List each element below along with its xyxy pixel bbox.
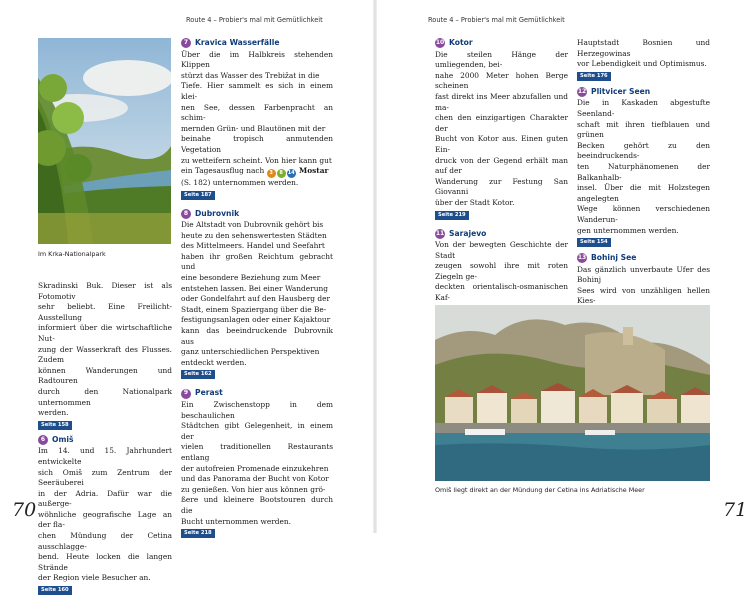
section-title: Sarajevo bbox=[449, 228, 487, 238]
running-header: Route 4 – Probier's mal mit Gemütlichkeit bbox=[428, 16, 565, 24]
photo-caption: Im Krka-Nationalpark bbox=[38, 250, 106, 258]
route-number-badge: 9 bbox=[181, 389, 191, 399]
page-reference: Seite 176 bbox=[577, 72, 611, 81]
right-page bbox=[375, 0, 750, 533]
page-reference: Seite 158 bbox=[38, 421, 72, 430]
section-kravica bbox=[181, 38, 333, 200]
section-text: Die Altstadt von Dubrovnik gehört bis heute zu den sehenswertesten Städten des Mittelmeers. Handel und Seefahrt haben ihr großen Reichtum gebracht und eine besondere Beziehung zum Meer entstehen lassen. Bei einer Wanderung oder Gondelfahrt auf den Hausberg der Stadt, einem Spaziergang über die Be- festigungsanlagen oder einer Kajaktour kann das beeindruckende Dubrovnik aus ganz unterschiedlichen Perspektiven entdeckt werden. bbox=[181, 220, 333, 367]
route-8-icon: 8 bbox=[277, 169, 286, 178]
section-text: Die steilen Hänge der umliegenden, bei- nahe 2000 Meter hohen Berge scheinen fast direkt ins Meer abzufallen und ma- chen den einzigartigen Charakter der Bucht von Kotor aus. Einen guten Ein- druck von der Gegend erhält man auf der Wanderung zur Festung San Giovanni über der Stadt Kotor. bbox=[435, 49, 568, 207]
section-title: Omiš bbox=[52, 434, 74, 444]
route-number-badge: 10 bbox=[435, 38, 445, 48]
photo-caption: Omiš liegt direkt an der Mündung der Cetina ins Adriatische Meer bbox=[435, 486, 645, 494]
page-reference: Seite 218 bbox=[181, 529, 215, 538]
section-title: Plitvicer Seen bbox=[591, 86, 651, 96]
section-plitvice bbox=[577, 87, 710, 247]
skradinski-text: Skradinski Buk. Dieser ist als Fotomotiv sehr beliebt. Eine Freilicht-Ausstellung informiert über die wirtschaftliche Nut- zung der Wasserkraft des Flusses. Zudem können Wanderungen und Radtouren durch den Nationalpark unternommen werden. bbox=[38, 281, 172, 418]
section-title: Kravica Wasserfälle bbox=[195, 38, 280, 47]
section-text: Ein Zwischenstopp in dem beschaulichen Städtchen gibt Gelegenheit, in einem der vielen traditionellen Restaurants entlang der autofreien Promenade einzukehren und das Panorama der Bucht von Kotor zu genießen. Von hier aus können grö- ßere und kleinere Bootstouren durch die Bucht unternommen werden. bbox=[181, 400, 333, 526]
route-14-icon: 14 bbox=[287, 170, 295, 177]
sarajevo-continued-text: Hauptstadt Bosnien und Herzegowinas vor Lebendigkeit und Optimismus. bbox=[577, 38, 710, 69]
route-number-badge: 12 bbox=[577, 87, 587, 97]
section-title: Bohinj See bbox=[591, 253, 637, 263]
route-number-badge: 13 bbox=[577, 253, 587, 263]
page-reference: Seite 160 bbox=[38, 586, 72, 595]
left-page bbox=[0, 0, 375, 594]
route-number-badge: 6 bbox=[38, 435, 48, 445]
section-text: Über die im Halbkreis stehenden Klippen stürzt das Wasser des Trebižat in die Tiefe. Hier sammelt es sich in einem klei- nen See, dessen Farbenpracht an schim- mernden Grün- und Blautönen mit der beinahe tropisch anmutenden Vegetation zu wetteifern scheint. Von hier kann gut ein Tagesausflug nach 3 8 14 Mostar (S. 182) unternommen werden. bbox=[181, 49, 333, 187]
route-number-badge: 8 bbox=[181, 209, 191, 219]
route-number-badge: 7 bbox=[181, 38, 191, 48]
route-3-icon: 3 bbox=[267, 169, 276, 178]
route-number-badge: 11 bbox=[435, 229, 445, 239]
page-number: 70 bbox=[12, 499, 37, 521]
section-title: Perast bbox=[195, 388, 223, 398]
section-omis bbox=[38, 435, 172, 595]
section-text: Das gänzlich unverbaute Ufer des Bohinj Sees wird von unzähligen hellen Kies- bbox=[577, 264, 710, 306]
section-text: Im 14. und 15. Jahrhundert entwickelte sich Omiš zum Zentrum der Seeräuberei in der Adria. Dafür war die außerge- wöhnliche geografische Lage an der fla- chen Mündung der Cetina ausschlagge- bend. Heute locken die langen Strände der Region viele Besucher an. bbox=[38, 446, 172, 583]
running-header: Route 4 – Probier's mal mit Gemütlichkeit bbox=[186, 16, 323, 24]
section-title: Kotor bbox=[449, 38, 473, 47]
section-perast bbox=[181, 388, 333, 538]
krka-landscape-image bbox=[38, 38, 171, 244]
omis-town-image bbox=[435, 305, 710, 481]
section-title: Dubrovnik bbox=[195, 208, 240, 218]
page-reference: Seite 162 bbox=[181, 370, 215, 379]
page-reference: Seite 154 bbox=[577, 238, 611, 247]
left-column-1 bbox=[38, 281, 172, 595]
page-number: 71 bbox=[723, 499, 748, 521]
krka-photo bbox=[38, 38, 171, 244]
page-reference: Seite 187 bbox=[181, 191, 215, 200]
section-kotor bbox=[435, 38, 568, 220]
page-reference: Seite 219 bbox=[435, 211, 469, 220]
section-text: Die in Kaskaden abgestufte Seenland- schaft mit ihren tiefblauen und grünen Becken gehört zu den beeindruckends- ten Naturphänomenen der Balkanhalb- insel. Über die mit Holzstegen angelegten Wege können verschiedenen Wanderun- gen unternommen werden. bbox=[577, 98, 710, 235]
omis-photo bbox=[435, 305, 710, 481]
section-dubrovnik bbox=[181, 209, 333, 380]
left-column-2 bbox=[181, 38, 333, 538]
section-text: Von der bewegten Geschichte der Stadt zeugen sowohl ihre mit roten Ziegeln ge- deckten orientalisch-osmanischen Kaf- bbox=[435, 240, 568, 303]
